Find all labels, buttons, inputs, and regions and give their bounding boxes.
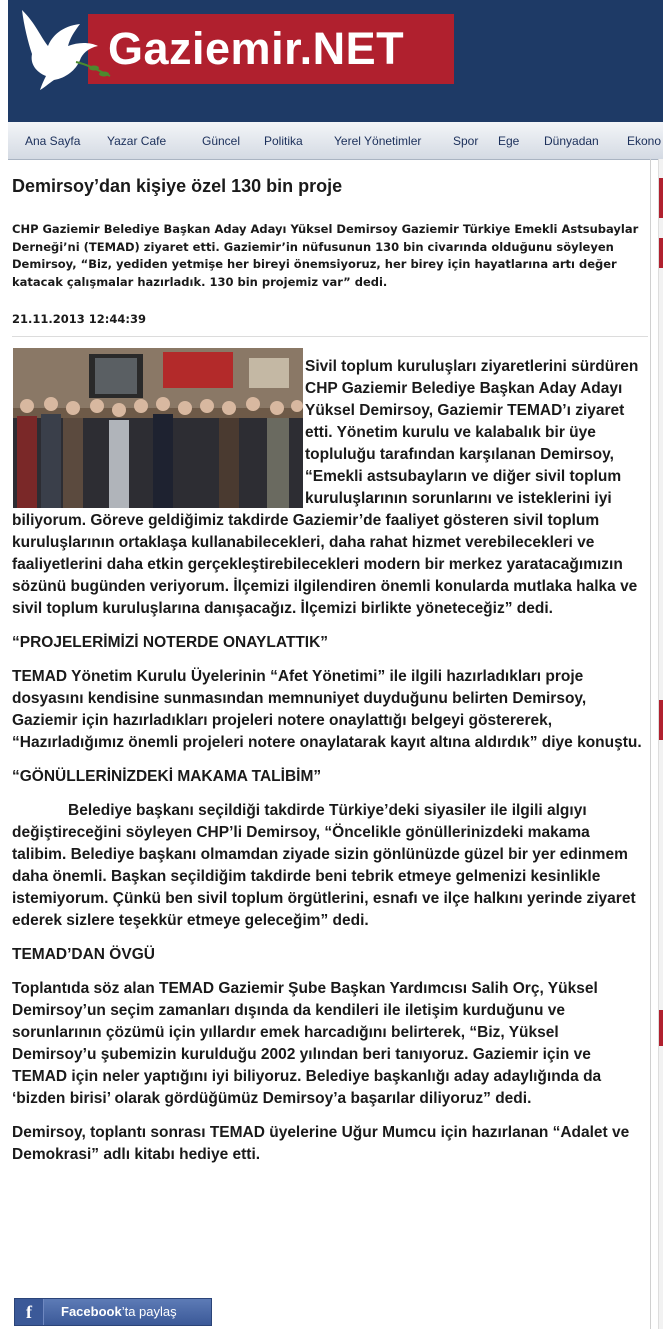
- article-title: Demirsoy’dan kişiye özel 130 bin proje: [12, 176, 343, 196]
- nav-item-ekonomi[interactable]: Ekono: [627, 134, 662, 148]
- article-subheading: “PROJELERİMİZİ NOTERDE ONAYLATTIK”: [12, 634, 329, 651]
- divider: [12, 336, 648, 337]
- article-paragraph: Sivil toplum kuruluşları ziyaretlerini sürdüren CHP Gaziemir Belediye Başkan Aday Adayı Yüksel Demirsoy, Gaziemir TEMAD’ı ziyaret etti. Yönetim kurulu ve kalabalık bir üye topluluğu tarafından karşılanan Demirsoy, “Emekli astsubayların ve diğer sivil toplum kuruluşlarının sorunlarını ve isteklerini iyi biliyorum. Göreve geldiğimiz takdirde Gaziemir’de faaliyet gösteren sivil toplum kuruluşlarının ortaklaşa kullanabilecekleri, daha rahat hizmet verebilecekleri ve faaliyetlerini daha etkin gerçekleştirebilecekleri modern bir merkez yaratacağımızın sözünü bugünden veriyorum. İlçemizi ilgilendiren önemli konularda mutlaka halka ve sivil toplum kuruluşlarına danışacağız. İlçemizi birlikte yöneteceğiz” dedi.: [12, 358, 639, 617]
- nav-item-spor[interactable]: Spor: [453, 134, 479, 148]
- nav-item-dunyadan[interactable]: Dünyadan: [544, 134, 599, 148]
- article-paragraph: Toplantıda söz alan TEMAD Gaziemir Şube Başkan Yardımcısı Salih Orç, Yüksel Demirsoy’un seçim zamanları dışında da kendileri ile iletişim kurduğunu ve sorunlarının çözümü için yıllardır emek harcadığını belirterek, “Biz, Yüksel Demirsoy’u şubemizin kurulduğu 2002 yılından beri tanıyoruz. Gaziemir için ve TEMAD için neler yaptığını iyi biliyoruz. Belediye başkanlığı aday adaylığında da ‘bizden birisi’ olarak gördüğümüz Demirsoy’a başarılar diliyoruz” dedi.: [12, 980, 602, 1107]
- article-paragraph: Demirsoy, toplantı sonrası TEMAD üyelerine Uğur Mumcu için hazırlanan “Adalet ve Demokrasi” adlı kitabı hediye etti.: [12, 1124, 630, 1163]
- sidebar-ad-marker: [659, 238, 663, 268]
- nav-item-yazar-cafe[interactable]: Yazar Cafe: [107, 134, 167, 148]
- article-paragraph-wrapper: [12, 800, 645, 932]
- sidebar-ad-marker: [659, 178, 663, 218]
- nav-item-ana-sayfa[interactable]: Ana Sayfa: [25, 134, 81, 148]
- sidebar-edge: [658, 159, 663, 1329]
- nav-item-yerel-yonetimler[interactable]: Yerel Yönetimler: [334, 134, 422, 148]
- sidebar-ad-marker: [659, 1010, 663, 1046]
- nav-item-ege[interactable]: Ege: [498, 134, 520, 148]
- article-date: 21.11.2013 12:44:39: [12, 312, 146, 326]
- article-paragraph: TEMAD Yönetim Kurulu Üyelerinin “Afet Yönetimi” ile ilgili hazırladıkları proje dosyasını kendisine sunmasından memnuniyet duyduğunu belirten Demirsoy, Gaziemir için hazırladıkları projeleri notere onaylattığı belgeyi göstererek, “Hazırladığımız önemli projeleri notere onaylatarak kayıt altına aldırdık” diye konuştu.: [12, 668, 642, 751]
- share-suffix: ’ta paylaş: [121, 1304, 177, 1319]
- share-brand: Facebook: [61, 1304, 122, 1319]
- facebook-share-button[interactable]: [14, 1298, 212, 1326]
- article-subheading: “GÖNÜLLERİNİZDEKİ MAKAMA TALİBİM”: [12, 768, 322, 785]
- photo-float-space: [12, 350, 305, 504]
- article-subheading: TEMAD’DAN ÖVGÜ: [12, 946, 155, 963]
- dove-logo-icon: [18, 6, 114, 92]
- article-lead: CHP Gaziemir Belediye Başkan Aday Adayı Yüksel Demirsoy Gaziemir Türkiye Emekli Astsubaylar Derneği’ni (TEMAD) ziyaret etti. Gaziemir’in nüfusunun 130 bin civarında olduğunu söyleyen Demirsoy, “Biz, yediden yetmişe her bireyi önemsiyoruz, her birey için hayatlarına artı değer katacak çalışmalar hazırladık. 130 bin projemiz var” dedi.: [12, 222, 639, 289]
- facebook-icon: f: [15, 1299, 44, 1325]
- article-body: [12, 356, 645, 1178]
- main-navigation: [8, 122, 663, 160]
- nav-item-guncel[interactable]: Güncel: [202, 134, 241, 148]
- share-label: [61, 1299, 177, 1325]
- site-logo-text[interactable]: Gaziemir.NET: [108, 23, 405, 74]
- sidebar-ad-marker: [659, 700, 663, 740]
- nav-item-politika[interactable]: Politika: [264, 134, 303, 148]
- article-paragraph: Belediye başkanı seçildiği takdirde Türkiye’deki siyasiler ile ilgili algıyı değiştireceğini söyleyen CHP’li Demirsoy, “Öncelikle gönüllerinizdeki makama talibim. Belediye başkanı olmamdan ziyade sizin gönlünüzde güzel bir yer edinmem daha önemli. Başkan seçildiğim takdirde beni tebrik etmeye gelmenizi kesinlikle istemiyorum. Çünkü ben sivil toplum örgütlerini, esnafı ve ilçe halkını yerinde ziyaret ederek sizlere teşekkür etmeye geleceğim” dedi.: [12, 802, 636, 929]
